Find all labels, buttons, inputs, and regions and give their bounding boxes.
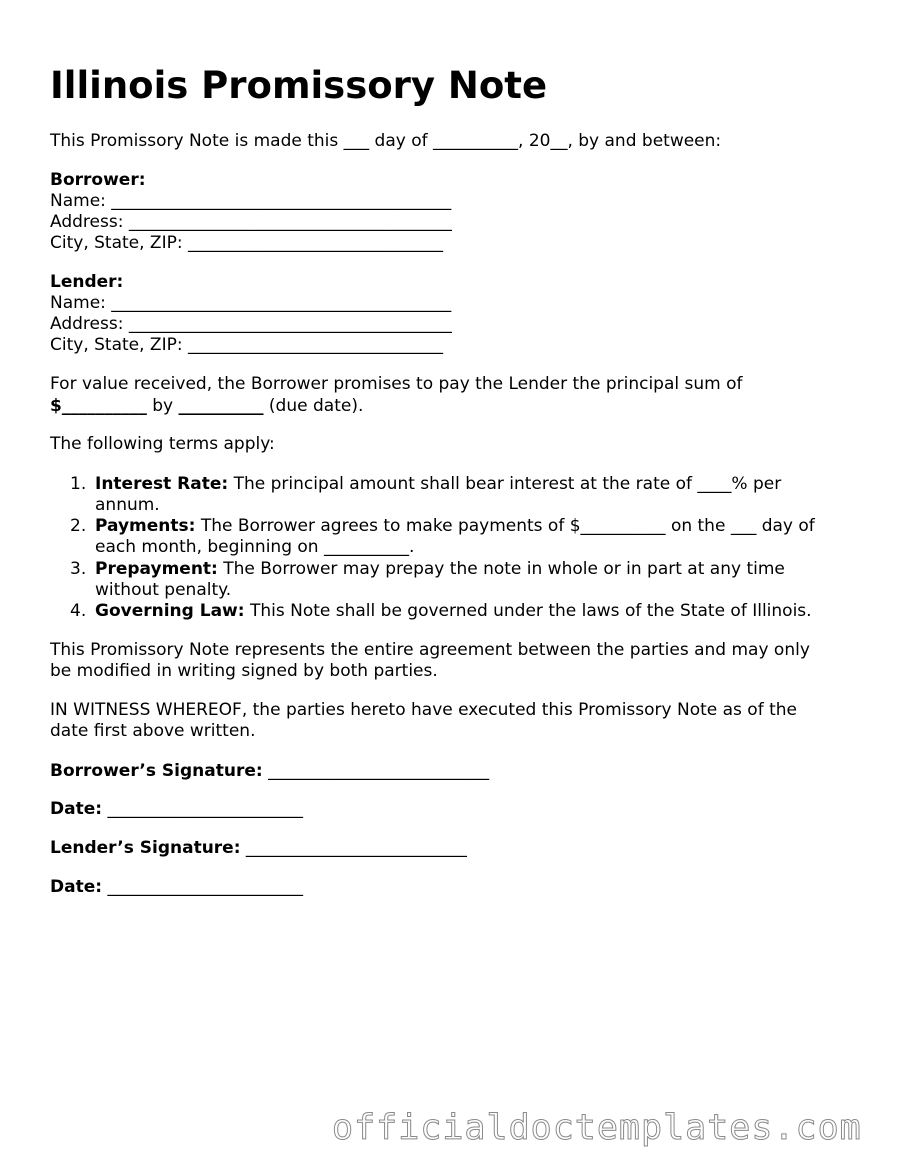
page-title: Illinois Promissory Note (50, 64, 548, 107)
lender-city-line: City, State, ZIP: ______________________________ (50, 335, 443, 355)
principal-due-blank: __________ (178, 396, 264, 416)
term-text-continued: each month, beginning on __________. (95, 537, 415, 557)
borrower-address-line: Address: ______________________________________ (50, 212, 452, 232)
term-text-continued: without penalty. (95, 580, 232, 600)
lender-signature-label: Lender’s Signature: (50, 838, 241, 858)
witness-line-1: IN WITNESS WHEREOF, the parties hereto have executed this Promissory Note as of the (50, 700, 797, 720)
entire-agreement-line-2: be modified in writing signed by both parties. (50, 661, 438, 681)
term-number: 3. (70, 559, 87, 579)
term-text-continued: annum. (95, 495, 160, 515)
term-text: The Borrower agrees to make payments of $__________ on the ___ day of (195, 516, 815, 536)
term-text: The principal amount shall bear interest at the rate of ____% per (228, 474, 782, 494)
lender-signature-blank: __________________________ (240, 838, 467, 858)
borrower-signature-label: Borrower’s Signature: (50, 761, 263, 781)
term-number: 1. (70, 474, 87, 494)
principal-amount-blank: $__________ (50, 396, 147, 416)
principal-due-text: (due date). (263, 396, 364, 416)
witness-line-2: date first above written. (50, 721, 256, 741)
lender-address-line: Address: ______________________________________ (50, 314, 452, 334)
lender-heading: Lender: (50, 272, 124, 292)
term-label: Prepayment: (95, 559, 218, 579)
entire-agreement-line-1: This Promissory Note represents the entire agreement between the parties and may only (50, 640, 810, 660)
borrower-heading: Borrower: (50, 170, 146, 190)
lender-date-label: Date: (50, 877, 103, 897)
terms-intro: The following terms apply: (50, 434, 275, 454)
term-label: Interest Rate: (95, 474, 229, 494)
term-text: The Borrower may prepay the note in whole or in part at any time (217, 559, 785, 579)
borrower-date-label: Date: (50, 799, 103, 819)
borrower-name-line: Name: ________________________________________ (50, 191, 452, 211)
borrower-signature-blank: __________________________ (262, 761, 490, 781)
term-number: 2. (70, 516, 87, 536)
term-number: 4. (70, 601, 87, 621)
borrower-date-blank: _______________________ (102, 799, 303, 819)
borrower-date-line (50, 799, 303, 820)
principal-line-1: For value received, the Borrower promises to pay the Lender the principal sum of (50, 374, 743, 394)
lender-signature-line (50, 838, 467, 859)
lender-name-line: Name: ________________________________________ (50, 293, 452, 313)
term-text: This Note shall be governed under the laws of the State of Illinois. (244, 601, 812, 621)
watermark: officialdoctemplates.com (332, 1108, 862, 1148)
borrower-signature-line (50, 761, 489, 782)
borrower-city-line: City, State, ZIP: ______________________________ (50, 233, 443, 253)
intro-paragraph: This Promissory Note is made this ___ day of __________, 20__, by and between: (50, 131, 722, 151)
principal-line-2 (50, 396, 363, 417)
term-label: Governing Law: (95, 601, 245, 621)
term-label: Payments: (95, 516, 196, 536)
principal-by-text: by (146, 396, 179, 416)
lender-date-line (50, 877, 303, 898)
lender-date-blank: _______________________ (102, 877, 303, 897)
